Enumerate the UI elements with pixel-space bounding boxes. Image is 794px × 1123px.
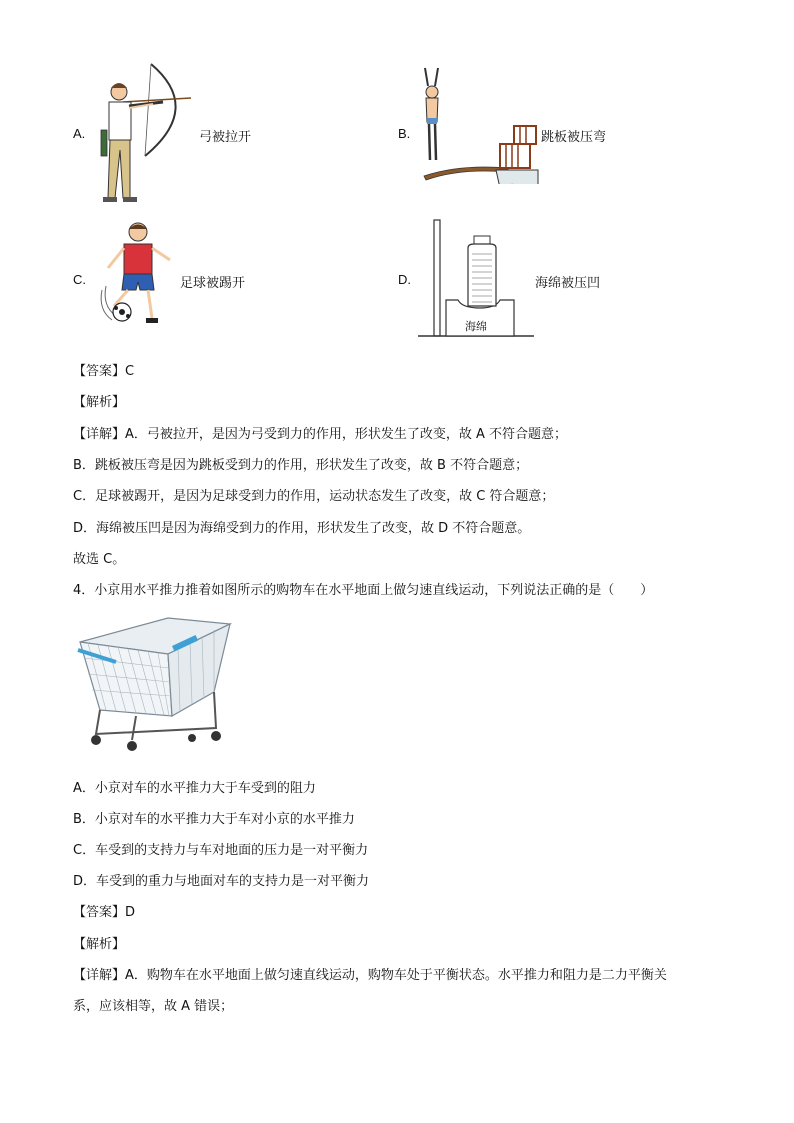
q4-stem: 4．小京用水平推力推着如图所示的购物车在水平地面上做匀速直线运动，下列说法正确的是（ ） (73, 583, 654, 598)
q3-analysis-line: B．跳板被压弯是因为跳板受到力的作用，形状发生了改变，故 B 不符合题意； (73, 458, 529, 473)
q4-option-a: A．小京对车的水平推力大于车受到的阻力 (73, 781, 316, 796)
q3-analysis-line: 【详解】A．弓被拉开，是因为弓受到力的作用，形状发生了改变，故 A 不符合题意； (73, 427, 568, 442)
option-caption: 弓被拉开 (199, 130, 252, 145)
q3-analysis-line: C．足球被踢开，是因为足球受到力的作用，运动状态发生了改变，故 C 符合题意； (73, 489, 555, 504)
q4-analysis-line: 系，应该相等，故 A 错误； (73, 999, 234, 1014)
q4-analysis-line: 【详解】A．购物车在水平地面上做匀速直线运动，购物车处于平衡状态。水平推力和阻力是二力平衡关 (73, 968, 667, 983)
q4-answer: 【答案】D (73, 905, 136, 920)
q4-option-b: B．小京对车的水平推力大于车对小京的水平推力 (73, 812, 355, 827)
option-letter: C. (73, 272, 86, 287)
q4-option-c: C．车受到的支持力与车对地面的压力是一对平衡力 (73, 843, 369, 858)
option-letter: B. (398, 126, 411, 141)
shopping-cart-icon (76, 612, 236, 754)
q3-analysis-line: D．海绵被压凹是因为海绵受到力的作用，形状发生了改变，故 D 不符合题意。 (73, 521, 531, 536)
q4-analysis-heading: 【解析】 (73, 937, 126, 952)
q4-option-d: D．车受到的重力与地面对车的支持力是一对平衡力 (73, 874, 370, 889)
option-caption: 海绵被压凹 (535, 276, 601, 291)
option-letter: A. (73, 126, 86, 141)
sponge-label: 海绵 (465, 320, 487, 333)
q3-analysis-heading: 【解析】 (73, 395, 126, 410)
q3-answer: 【答案】C (73, 364, 135, 379)
option-letter: D. (398, 272, 411, 287)
archer-icon (93, 58, 198, 208)
diver-icon (420, 64, 540, 184)
q3-conclusion: 故选 C。 (73, 552, 126, 567)
football-kick-icon (96, 220, 181, 330)
option-caption: 足球被踢开 (180, 276, 246, 291)
option-caption: 跳板被压弯 (541, 130, 607, 145)
